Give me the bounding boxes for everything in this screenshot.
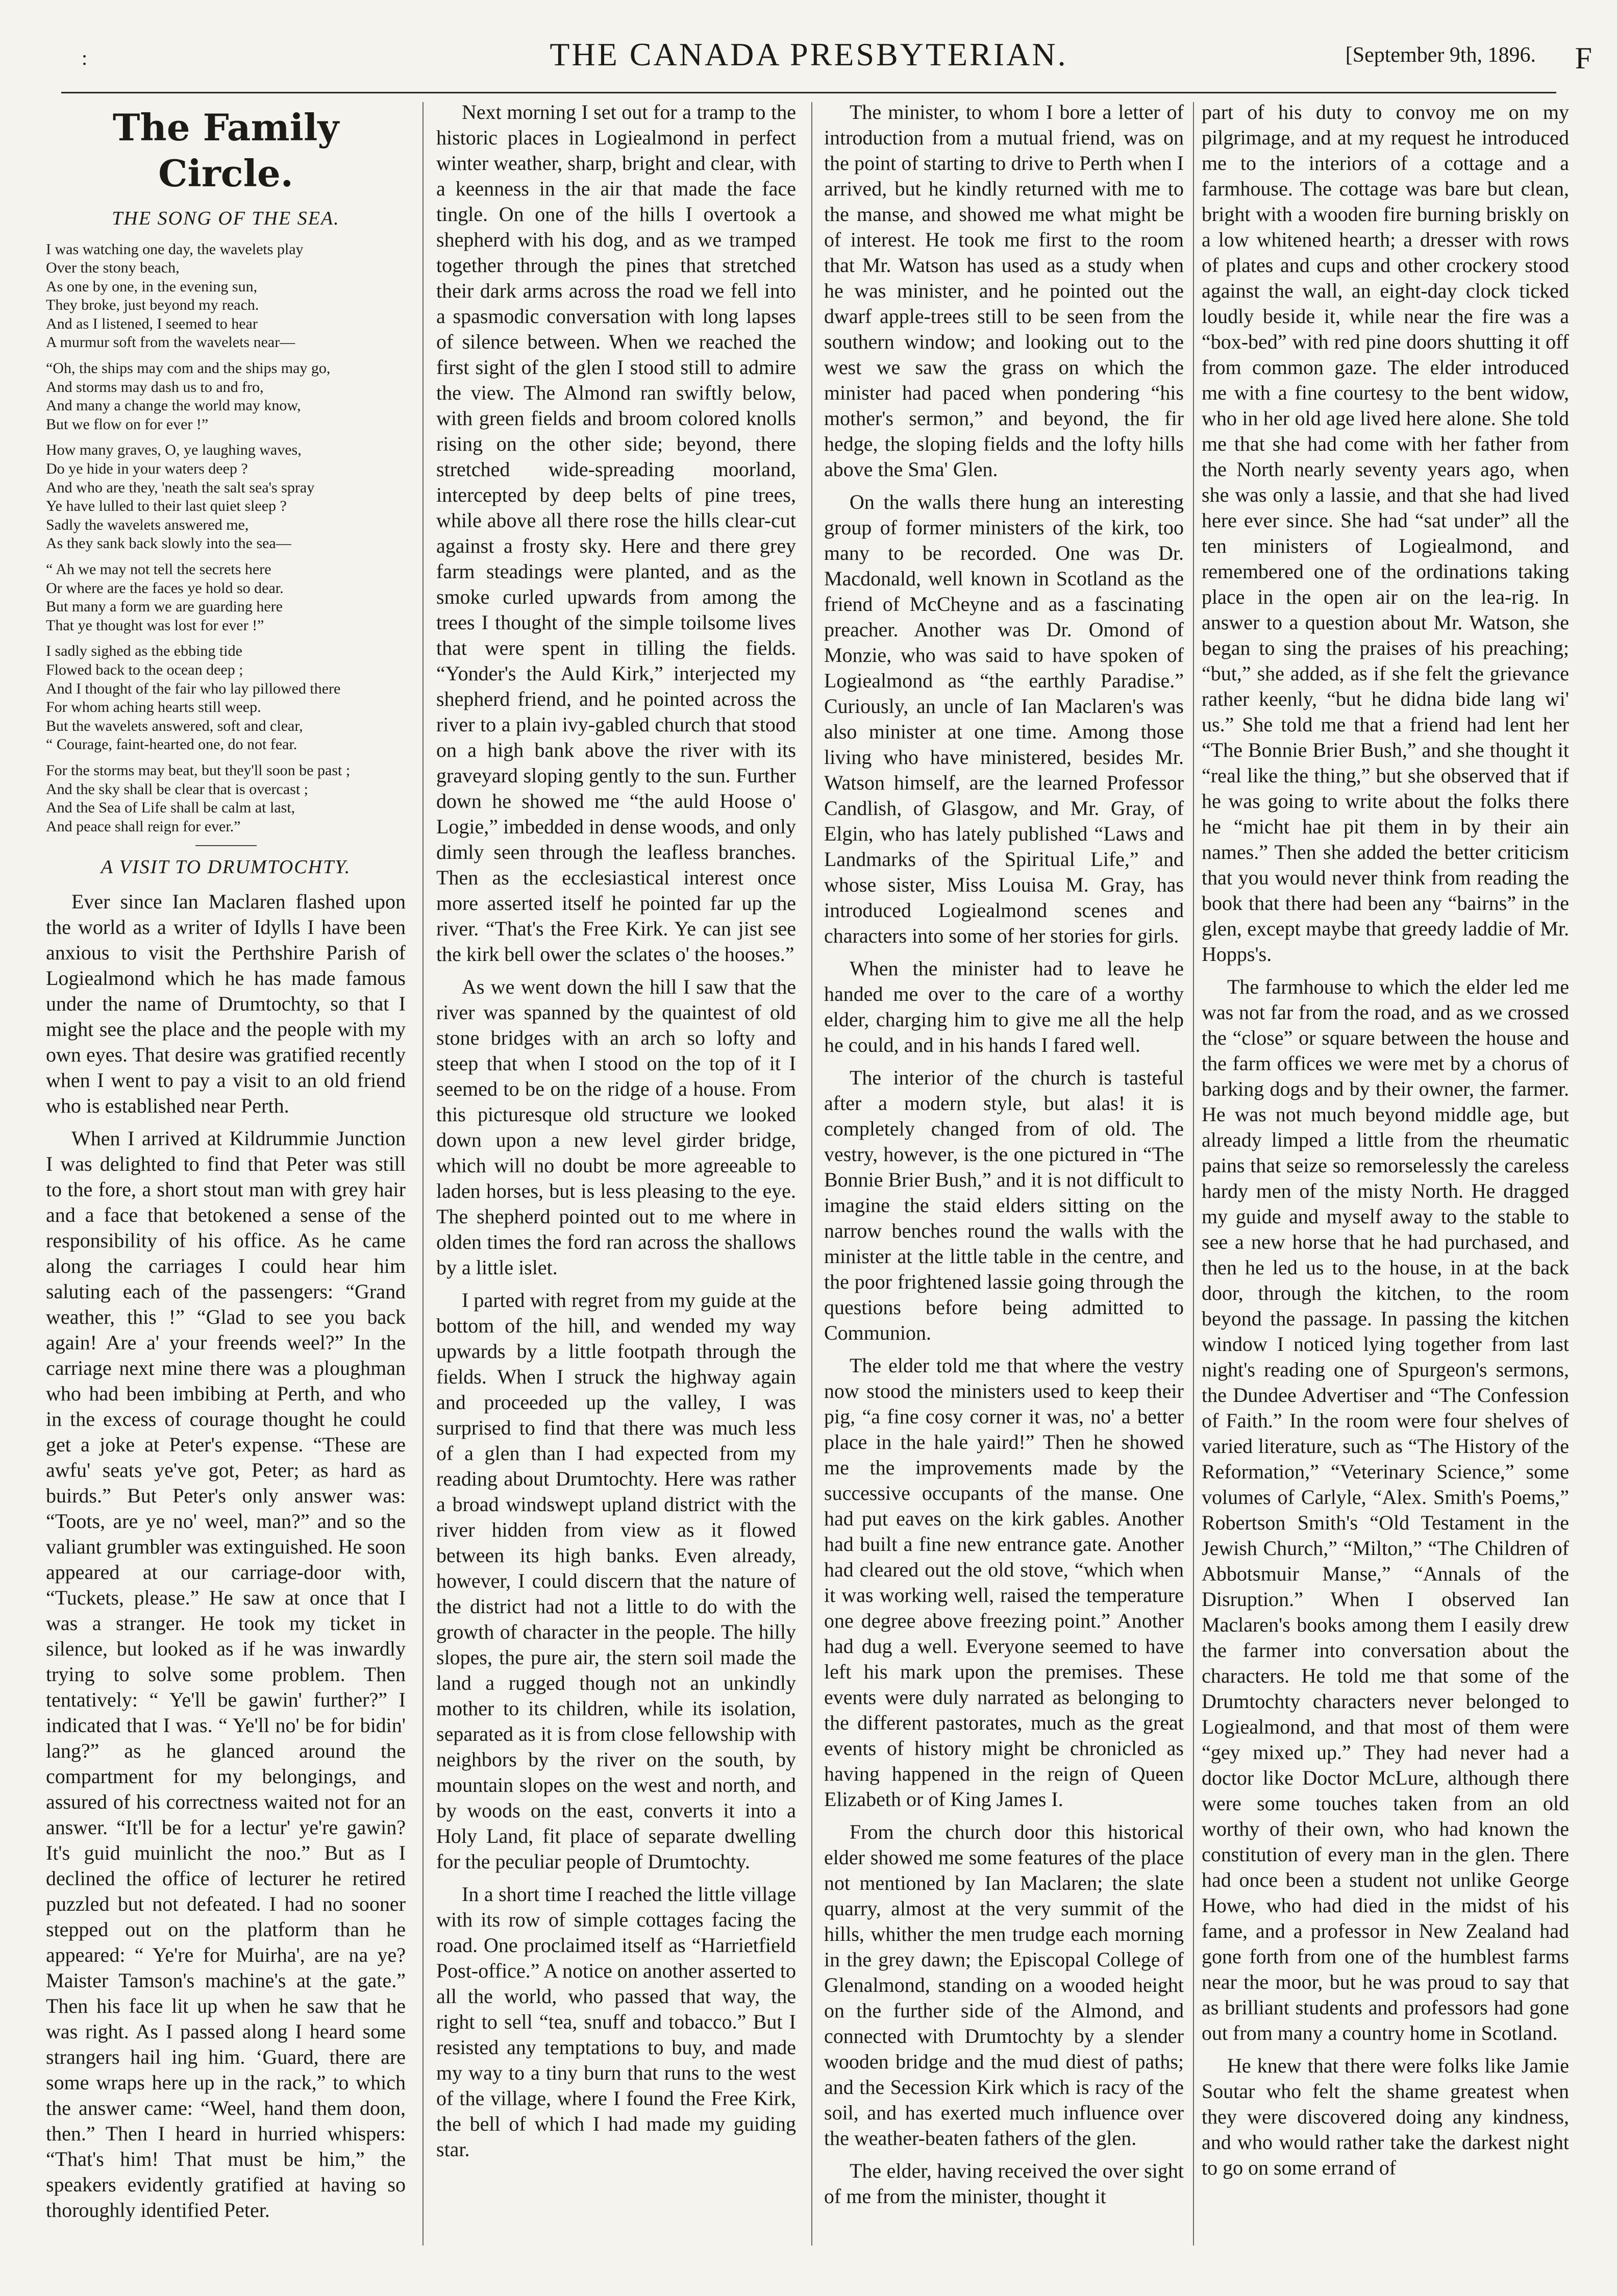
column-1 [46,100,406,2258]
poem-line: But many a form we are guarding here [46,598,283,615]
column-4 [1202,100,1569,2258]
article-paragraph: As we went down the hill I saw that the river was spanned by the quaintest of old stone bridges with an arch so lofty and steep that when I stood on the top of it I seemed to be on the ridge of a house. From this picturesque old structure we looked down upon a new level girder bridge, which will no doubt be more agreeable to laden horses, but is less pleasing to the eye. The shepherd pointed out to me where in olden times the ford ran across the shallows by a little islet. [436,975,796,1279]
article-paragraph: The farmhouse to which the elder led me was not far from the road, and as we crossed the “close” or square between the house and the farm offices we were met by a chorus of barking dogs and by their owner, the farmer. He was not much beyond middle age, but already limped a little from the rheumatic pains that seize so remorselessly the careless hardy men of the misty North. He dragged my guide and myself away to the stable to see a new horse that he had purchased, and then he led us to the house, in at the back door, through the kitchen, to the room beyond the passage. In passing the kitchen window I noticed lying together from last night's reading one of Spurgeon's sermons, the Dundee Advertiser and “The Confession of Faith.” In the room were four shelves of varied literature, such as “The History of the Reformation,” “Veterinary Science,” some volumes of Carlyle, “Alex. Smith's Poems,” Robertson Smith's “Old Testament in the Jewish Church,” “Milton,” “The Children of Abbotsmuir Manse,” “Annals of the Disruption.” When I observed Ian Maclaren's books among them I easily drew the farmer into conversation about the characters. He told me that some of the Drumtochty characters never belonged to Logiealmond, and that most of them were “gey mixed up.” They had never had a doctor like Doctor McLure, although there were some touches taken from an old worthy of their own, who had known the constitution of every man in the glen. There had once been a student not unlike George Howe, who had died in the midst of his fame, and a professor in New Zealand had gone forth from one of the humblest farms near the moor, but he was proud to say that as brilliant students and professors had gone out from many a country home in Scotland. [1202,975,1569,2044]
poem-stanza [46,761,406,836]
poem-line: Ye have lulled to their last quiet sleep ? [46,498,287,515]
poem-line: “ Courage, faint-hearted one, do not fear. [46,736,297,753]
poem-line: And the sky shall be clear that is overcast ; [46,780,309,798]
section-separator [195,845,257,846]
article-title: A VISIT TO DRUMTOCHTY. [101,856,351,878]
poem-line: “ Ah we may not tell the secrets here [46,561,271,578]
poem-line: I sadly sighed as the ebbing tide [46,643,242,660]
poem-line: Over the stony beach, [46,259,180,277]
column-divider [1193,102,1194,2245]
article-body-column-1 [46,889,406,2223]
poem-line: And the Sea of Life shall be calm at last, [46,799,295,817]
poem-line: And many a change the world may know, [46,397,301,414]
poem-line: How many graves, O, ye laughing waves, [46,441,302,459]
article-paragraph: The elder told me that where the vestry now stood the ministers used to keep their pig, “a fine cosy corner it was, no' a better place in the hale yaird!” Then he showed me the improvements made by the successive occupants of the manse. One had put eaves on the kirk gables. Another had built a fine new entrance gate. Another had cleared out the old stove, “which when it was working well, raised the temperature one degree above freezing point.” Another had dug a well. Everyone seemed to have left his mark upon the premises. These events were duly narrated as belonging to the different pastorates, much as the great events of history might be chronicled as having happened in the reign of Queen Elizabeth or of King James I. [824,1354,1184,1811]
poem-line: I was watching one day, the wavelets play [46,240,304,258]
article-paragraph: part of his duty to convoy me on my pilgrimage, and at my request he introduced me to the interiors of a cottage and a farmhouse. The cottage was bare but clean, bright with a wooden fire burning briskly on a low whitened hearth; a dresser with rows of plates and cups and other crockery stood against the wall, an eight-day clock ticked loudly beside it, while near the fire was a “box-bed” with red pine doors shutting it off from common gaze. The elder introduced me with a fine courtesy to the bent widow, who in her old age lived here alone. She told me that she had come with her father from the North nearly seventy years ago, when she was only a lassie, and that she had lived here ever since. She had “sat under” all the ten ministers of Logiealmond, and remembered one of the ordinations taking place in the open air on the lea-rig. In answer to a question about Mr. Watson, she began to sing the praises of his preaching; “but,” she added, as if she felt the grievance rather keenly, “but he didna bide lang wi' us.” She told me that a friend had lent her “The Bonnie Brier Bush,” and she thought it “real like the thing,” but she observed that if he was going to write about the folks there he “micht hae pit them in by their ain names.” Then she added the better criticism that you would never think from reading the book that there had been any “bairns” in the glen, except maybe that greedy laddie of Mr. Hopps's. [1202,101,1569,966]
poem-title: THE SONG OF THE SEA. [112,208,340,229]
poem-stanza [46,560,406,635]
poem [46,240,406,836]
poem-stanza [46,359,406,434]
poem-line: As they sank back slowly into the sea— [46,535,291,552]
article-paragraph: He knew that there were folks like Jamie Soutar who felt the shame greatest when they were discovered doing any kindness, and who would rather take the darkest night to go on some errand of [1202,2054,1569,2179]
header-rule [61,92,1556,93]
poem-line: But we flow on for ever !” [46,415,209,433]
newspaper-title: THE CANADA PRESBYTERIAN. [550,36,1068,72]
poem-line: For whom aching hearts still weep. [46,699,261,716]
poem-line: For the storms may beat, but they'll soon be past ; [46,761,351,779]
poem-line: Or where are the faces ye hold so dear. [46,579,284,597]
article-paragraph: When the minister had to leave he handed me over to the care of a worthy elder, charging him to give me all the help he could, and in his hands I fared well. [824,957,1184,1056]
poem-line: As one by one, in the evening sun, [46,278,258,295]
article-paragraph: From the church door this historical elder showed me some features of the place not mentioned by Ian Maclaren; the slate quarry, almost at the very summit of the hills, whither the men trudge each morning in the grey dawn; the Episcopal College of Glenalmond, standing on a wooded height on the further side of the Almond, and connected with Drumtochty by a slender wooden bridge and the mud diest of paths; and the Secession Kirk which is racy of the soil, and has exerted much influence over the weather-beaten fathers of the glen. [824,1820,1184,2150]
poem-line: And peace shall reign for ever.” [46,818,241,835]
poem-line: And who are they, 'neath the salt sea's spray [46,479,315,496]
article-paragraph: The elder, having received the over sight of me from the minister, thought it [824,2159,1184,2208]
column-3 [824,100,1184,2258]
poem-line: Do ye hide in your waters deep ? [46,460,248,478]
poem-line: And as I listened, I seemed to hear [46,315,258,332]
poem-line: Flowed back to the ocean deep ; [46,661,243,678]
poem-line: A murmur soft from the wavelets near— [46,334,295,351]
article-paragraph: The minister, to whom I bore a letter of introduction from a mutual friend, was on the point of starting to drive to Perth when I arrived, but he kindly returned with me to the manse, and showed me what might be of interest. He took me first to the room that Mr. Watson has used as a study when he was minister, and he pointed out the dwarf apple-trees still to be seen from the southern window; and looking out to the west we saw the grass on which the minister had paced when pondering “his mother's sermon,” and beyond, the fir hedge, the sloping fields and the lofty hills above the Sma' Glen. [824,101,1184,481]
article-paragraph: On the walls there hung an interesting group of former ministers of the kirk, too many to be recorded. One was Dr. Macdonald, well known in Scotland as the friend of McCheyne and as a fascinating preacher. Another was Dr. Omond of Monzie, who was said to have spoken of Logiealmond as “the earthly Paradise.” Curiously, an uncle of Ian Maclaren's was also minister at one time. Among those living who have ministered, besides Mr. Watson himself, are the learned Professor Candlish, of Glasgow, and Mr. Gray, of Elgin, who has lately published “Laws and Landmarks of the Spiritual Life,” and whose sister, Miss Louisa M. Gray, has introduced Logiealmond scenes and characters into some of her stories for girls. [824,490,1184,947]
poem-line: Sadly the wavelets answered me, [46,516,249,533]
column-2 [436,100,796,2258]
corner-mark: F [1575,41,1592,75]
article-paragraph: In a short time I reached the little village with its row of simple cottages facing the road. One proclaimed itself as “Harrietfield Post-office.” A notice on another asserted to all the world, who passed that way, the right to sell “tea, snuff and tobacco.” But I resisted any temptations to buy, and made my way to a tiny burn that runs to the west of the village, where I found the Free Kirk, the bell of which I had made my guiding star. [436,1883,796,2161]
column-divider [422,102,424,2245]
poem-line: But the wavelets answered, soft and clear, [46,717,303,734]
poem-line: And storms may dash us to and fro, [46,378,264,396]
poem-line: That ye thought was lost for ever !” [46,616,264,634]
column-divider [811,102,812,2245]
issue-date: [September 9th, 1896. [1345,43,1536,67]
article-paragraph: Next morning I set out for a tramp to the historic places in Logiealmond in perfect winter weather, sharp, bright and clear, with a keenness in the air that made the face tingle. On one of the hills I overtook a shepherd with his dog, and as we tramped together through the pines that stretched their dark arms across the road we fell into a spasmodic conversation with long lapses of silence between. When we reached the first sight of the glen I stood still to admire the view. The Almond ran swiftly below, with green fields and broom colored knolls rising on the other side; beyond, there stretched wide-spreading moorland, intercepted by deep belts of pine trees, while above all there rose the hills clear-cut against a frosty sky. Here and there grey farm steadings were planted, and as the smoke curled upwards from among the trees I thought of the simple toilsome lives that were spent in tilling the fields. “Yonder's the Auld Kirk,” interjected my shepherd friend, and he pointed across the river to a plain ivy-gabled church that stood on a high bank above the river with its graveyard sloping gently to the sun. Further down he showed me “the auld Hoose o' Logie,” imbedded in dense woods, and only dimly seen through the leafless branches. Then as the ecclesiastical interest once more asserted itself he pointed far up the river. “That's the Free Kirk. Ye can jist see the kirk bell ower the sclates o' the hooses.” [436,101,796,966]
poem-line: “Oh, the ships may com and the ships may go, [46,360,331,377]
article-paragraph: Ever since Ian Maclaren flashed upon the world as a writer of Idylls I have been anxious to visit the Perthshire Parish of Logiealmond which he has made famous under the name of Drumtochty, so that I might see the place and the people with my own eyes. That desire was gratified recently when I went to pay a visit to an old friend who is established near Perth. [46,890,406,1117]
article-paragraph: The interior of the church is tasteful after a modern style, but alas! it is completely changed from of old. The vestry, however, is the one pictured in “The Bonnie Brier Bush,” and it is not difficult to imagine the staid elders sitting on the narrow benches round the walls with the minister at the little table in the centre, and the poor frightened lassie going through the questions before being admitted to Communion. [824,1066,1184,1344]
poem-stanza [46,441,406,553]
margin-mark: : [82,46,88,69]
page-header [61,20,1592,97]
article-paragraph: When I arrived at Kildrummie Junction I was delighted to find that Peter was still to the fore, a short stout man with grey hair and a face that betokened a sense of the responsibility of his office. As he came along the carriages I could hear him saluting each of the passengers: “Grand weather, this !” “Glad to see you back again! Are a' your freends weel?” In the carriage next mine there was a ploughman who had been imbibing at Perth, and who in the excess of courage thought he could get a joke at Peter's expense. “These are awfu' seats ye've got, Peter; as hard as buirds.” But Peter's only answer was: “Toots, are ye no' weel, man?” and so the valiant grumbler was extinguished. He soon appeared at our carriage-door with, “Tuckets, please.” He saw at once that I was a stranger. He took my ticket in silence, but looked as if he was inwardly trying to solve some problem. Then tentatively: “ Ye'll be gawin' further?” I indicated that I was. “ Ye'll no' be for bidin' lang?” as he glanced around the compartment for my belongings, and assured of his correctness waited not for an answer. “It'll be for a lectur' ye're gawin? It's guid muinlicht the noo.” But as I declined the office of lecturer he retired puzzled but not defeated. I had no sooner stepped out on the platform than he appeared: “ Ye're for Muirha', are na ye? Maister Tamson's machine's at the gate.” Then his face lit up when he saw that he was right. As I passed along I heard some strangers hail ing him. ‘Guard, there are some wraps here up in the rack,” to which the answer came: “Weel, hand them doon, then.” Then I heard in hurried whispers: “That's him! That must be him,” the speakers evidently gratified at having so thoroughly identified Peter. [46,1126,406,2221]
section-title: The Family Circle. [112,106,339,195]
poem-line: And I thought of the fair who lay pillowed there [46,680,341,697]
poem-stanza [46,240,406,353]
article-paragraph: I parted with regret from my guide at the bottom of the hill, and wended my way upwards by a little footpath through the fields. When I struck the highway again and proceeded up the valley, I was surprised to find that there was much less of a glen than I had expected from my reading about Drumtochty. Here was rather a broad windswept upland district with the river hidden from view as it flowed between its high banks. Even already, however, I could discern that the nature of the district had not a little to do with the growth of character in the people. The hilly slopes, the pure air, the stern soil made the land a rugged though not an unkindly mother to its children, while its isolation, separated as it is from close fellowship with neighbors by the river on the south, by mountain slopes on the west and north, and by woods on the east, converts it into a Holy Land, fit place of separate dwelling for the peculiar people of Drumtochty. [436,1289,796,1873]
poem-line: They broke, just beyond my reach. [46,297,259,314]
poem-stanza [46,642,406,754]
